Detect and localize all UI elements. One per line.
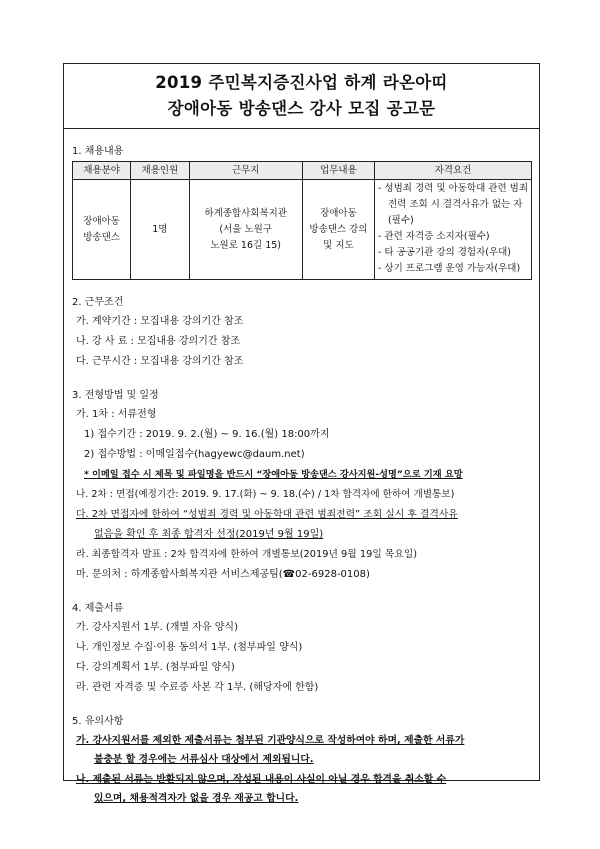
header-field: 채용분야	[73, 162, 131, 180]
section5-item2-line1: 나. 제출된 서류는 반환되지 않으며, 작성된 내용이 사실이 아닐 경우 합격을 취소할 수	[76, 774, 447, 785]
section2-item: 가. 계약기간 : 모집내용 강의기간 참조	[76, 316, 244, 327]
place-line: 노원로 16길 15)	[210, 239, 282, 251]
section5-heading: 5. 유의사항	[72, 716, 124, 727]
section3-final: 라. 최종합격자 발표 : 2차 합격자에 한하여 개별통보(2019년 9월 19일 목요일)	[76, 549, 418, 560]
recruit-table	[72, 161, 532, 280]
section4-item: 가. 강사지원서 1부. (개별 자유 양식)	[76, 622, 238, 633]
cell-field	[73, 180, 131, 280]
header-count: 채용인원	[131, 162, 189, 180]
title-line-2: 장애아동 방송댄스 강사 모집 공고문	[167, 99, 436, 118]
section3-heading: 3. 전형방법 및 일정	[72, 390, 159, 401]
section2-heading: 2. 근무조건	[72, 297, 124, 308]
section5-item1-line1: 가. 강사지원서를 제외한 제출서류는 첨부된 기관양식으로 작성하여야 하며, 제출한 서류가	[76, 735, 465, 746]
qual-line: - 타 공공기관 강의 경험자(우대)	[377, 247, 512, 258]
header-duty: 업무내용	[302, 162, 374, 180]
qual-line: - 성범죄 경력 및 아동학대 관련 범죄	[377, 183, 528, 194]
notice-content	[64, 129, 539, 804]
section4-item: 라. 관련 자격증 및 수료증 사본 각 1부. (해당자에 한함)	[76, 682, 319, 693]
section5-item2-line2: 있으며, 채용적격자가 없을 경우 재공고 합니다.	[94, 793, 299, 804]
table-row	[73, 180, 532, 280]
field-line: 방송댄스	[83, 231, 120, 243]
table-header-row	[73, 162, 532, 180]
section3-contact: 마. 문의처 : 하계종합사회복지관 서비스제공팀(☎02-6928-0108)	[76, 569, 370, 580]
duty-line: 방송댄스 강의	[309, 223, 368, 235]
section4-item: 나. 개인정보 수집·이용 동의서 1부. (첨부파일 양식)	[76, 642, 303, 653]
header-quals: 자격요건	[374, 162, 531, 180]
section3-period: 1) 접수기간 : 2019. 9. 2.(월) ~ 9. 16.(월) 18:00까지	[84, 429, 330, 440]
cell-place	[189, 180, 302, 280]
cell-duty	[302, 180, 374, 280]
section3-note: * 이메일 접수 시 제목 및 파일명을 반드시 “장애아동 방송댄스 강사지원-성명”으로 기재 요망	[84, 469, 463, 480]
section3-method: 2) 접수방법 : 이메일접수(hagyewc@daum.net)	[84, 449, 305, 460]
title-box	[64, 64, 539, 129]
cell-quals	[374, 180, 531, 280]
duty-line: 및 지도	[323, 239, 354, 251]
section4-item: 다. 강의계획서 1부. (첨부파일 양식)	[76, 662, 235, 673]
title-line-1: 2019 주민복지증진사업 하계 라온아띠	[155, 73, 448, 92]
qual-line: - 상기 프로그램 운영 가능자(우대)	[377, 263, 521, 274]
section3-check-line1: 다. 2차 면접자에 한하여 “성범죄 경력 및 아동학대 관련 범죄전력” 조회 실시 후 결격사유	[76, 509, 458, 520]
qual-line: 전력 조회 시 결격사유가 없는 자	[387, 199, 523, 210]
place-line: 하계종합사회복지관	[204, 207, 287, 219]
section2-item: 나. 강 사 료 : 모집내용 강의기간 참조	[76, 336, 241, 347]
section2-item: 다. 근무시간 : 모집내용 강의기간 참조	[76, 356, 244, 367]
notice-page	[63, 63, 540, 804]
qual-line: (필수)	[387, 215, 414, 226]
duty-line: 장애아동	[320, 207, 357, 219]
section1-heading: 1. 채용내용	[72, 146, 124, 157]
header-place: 근무지	[189, 162, 302, 180]
qual-line: - 관련 자격증 소지자(필수)	[377, 231, 490, 242]
section3-first: 가. 1차 : 서류전형	[76, 409, 157, 420]
section4-heading: 4. 제출서류	[72, 603, 124, 614]
section5-item1-line2: 불충분 할 경우에는 서류심사 대상에서 제외됩니다.	[94, 754, 314, 765]
section3-check-line2: 없음을 확인 후 최종 합격자 선정(2019년 9월 19일)	[94, 529, 324, 540]
section3-second: 나. 2차 : 면접(예정기간: 2019. 9. 17.(화) ~ 9. 18.(수) / 1차 합격자에 한하여 개별통보)	[76, 489, 455, 500]
place-line: (서울 노원구	[219, 223, 273, 235]
cell-count: 1명	[131, 180, 189, 280]
field-line: 장애아동	[83, 215, 120, 227]
